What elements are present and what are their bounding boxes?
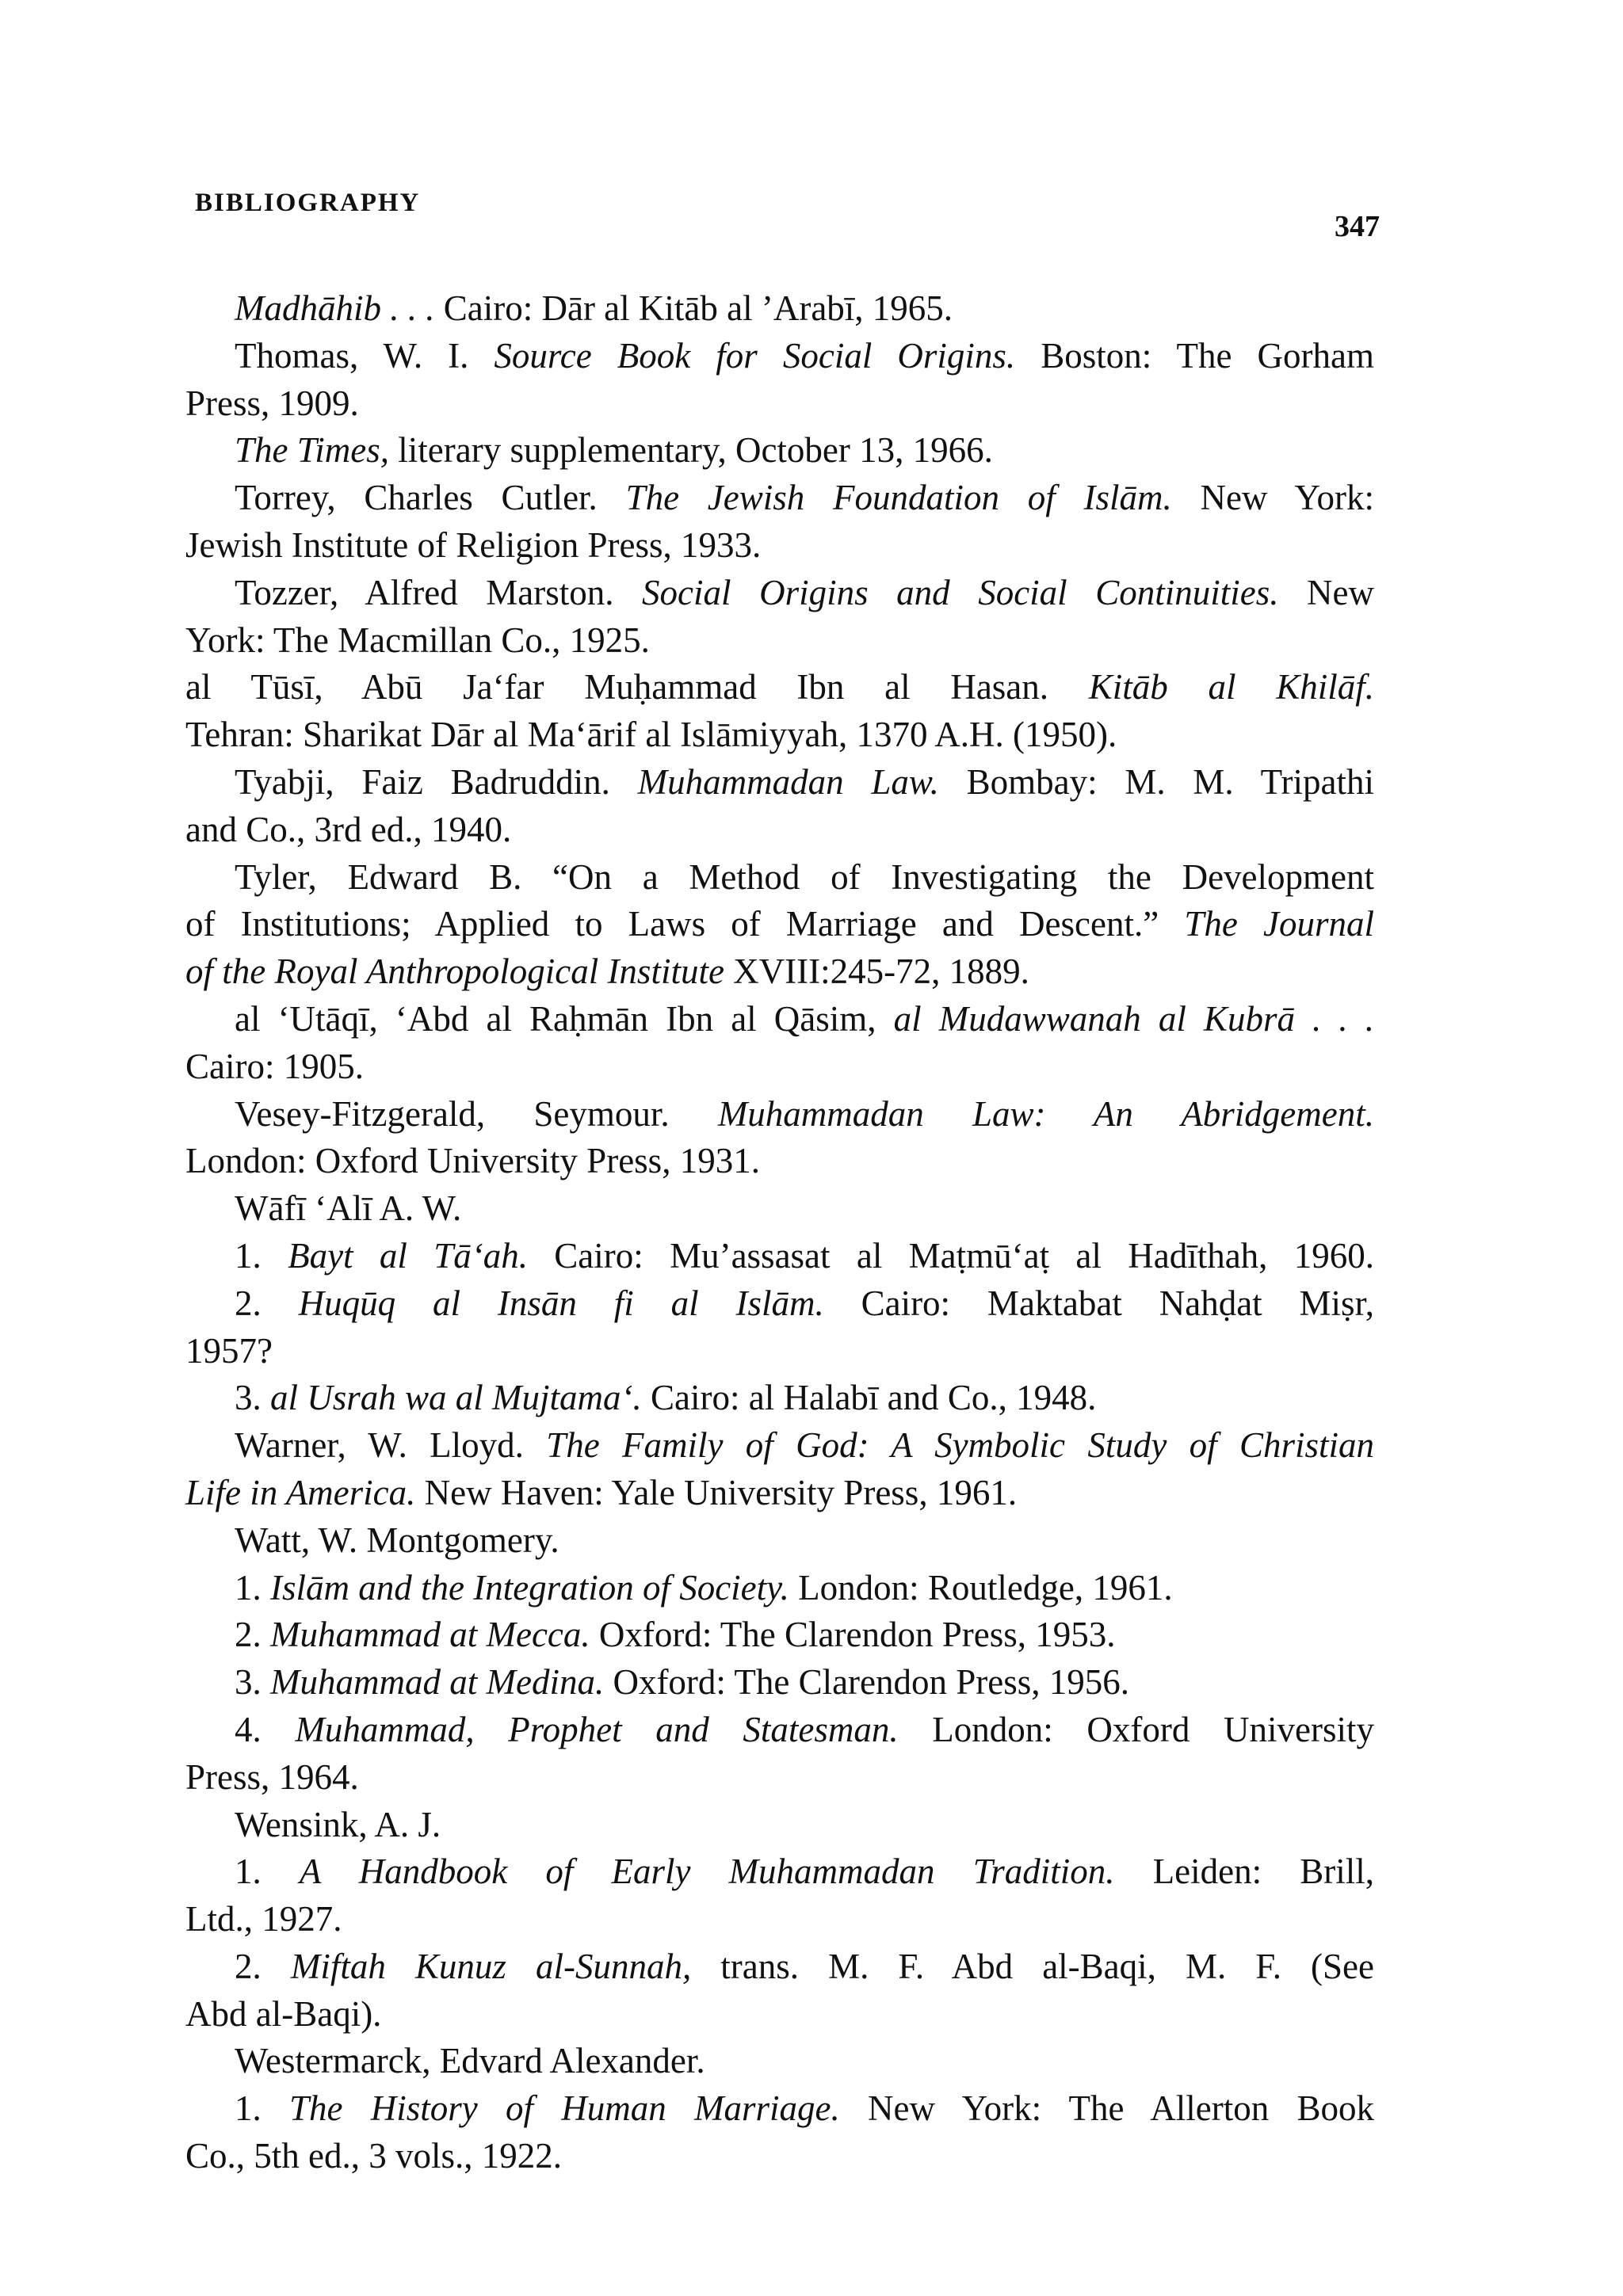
bibliography-line — [185, 948, 1374, 996]
text-segment: Boston: The Gorham — [1015, 335, 1374, 376]
bibliography-line — [185, 380, 1374, 428]
title-text: The Times, — [235, 430, 390, 471]
bibliography-line — [185, 522, 1374, 570]
title-text: The History of Human Marriage. — [289, 2088, 840, 2129]
title-text: The Family of God: A Symbolic Study of Christian — [546, 1425, 1374, 1466]
text-segment: 1957? — [185, 1330, 273, 1371]
text-segment: Watt, W. Montgomery. — [235, 1520, 559, 1560]
title-text: The Journal — [1184, 904, 1374, 944]
title-text: Source Book for Social Origins. — [494, 335, 1016, 376]
bibliography-line — [185, 2133, 1374, 2180]
text-segment: Wāfī ‘Alī A. W. — [235, 1188, 462, 1229]
bibliography-line — [185, 901, 1374, 948]
text-segment: Warner, W. Lloyd. — [235, 1425, 547, 1466]
text-segment: Oxford: The Clarendon Press, 1956. — [604, 1662, 1130, 1703]
bibliography-line — [185, 996, 1374, 1043]
bibliography-line — [185, 475, 1374, 522]
text-segment: Tehran: Sharikat Dār al Ma‘ārif al Islāmiyyah, 1370 A.H. (1950). — [185, 715, 1117, 755]
text-segment: New — [1278, 572, 1374, 612]
bibliography-line — [185, 664, 1374, 711]
text-segment: Cairo: 1905. — [185, 1046, 364, 1086]
text-segment: 3. — [235, 1378, 270, 1418]
bibliography-line — [185, 1043, 1374, 1091]
bibliography-line — [185, 285, 1374, 333]
title-text: The Jewish Foundation of Islām. — [625, 478, 1172, 518]
bibliography-line — [185, 854, 1374, 902]
text-segment: Tyabji, Faiz Badruddin. — [235, 761, 638, 802]
title-text: Muhammad at Mecca. — [270, 1615, 590, 1655]
bibliography-line — [185, 2085, 1374, 2133]
bibliography-line — [185, 333, 1374, 380]
page-number: 347 — [1335, 210, 1380, 243]
text-segment: 1. — [235, 1567, 270, 1608]
bibliography-line — [185, 1943, 1374, 1991]
text-segment: London: Routledge, 1961. — [789, 1567, 1173, 1608]
title-text: A Handbook of Early Muhammadan Tradition. — [299, 1852, 1115, 1892]
text-segment: New York: — [1171, 478, 1375, 518]
text-segment: 1. — [235, 2088, 290, 2129]
text-segment: Cairo: Mu’assasat al Maṭmū‘aṭ al Hadīthah, 1960. — [527, 1235, 1374, 1276]
title-text: Muhammad, Prophet and Statesman. — [295, 1709, 899, 1749]
text-segment: trans. M. F. Abd al-Baqi, M. F. (See — [691, 1946, 1374, 1986]
text-segment: London: Oxford University — [898, 1709, 1375, 1749]
text-segment: 2. — [235, 1283, 299, 1323]
text-segment: Ltd., 1927. — [185, 1899, 342, 1939]
bibliography-line — [185, 570, 1374, 617]
text-segment: York: The Macmillan Co., 1925. — [185, 620, 650, 660]
text-segment: 1. — [235, 1235, 288, 1276]
bibliography-line — [185, 1280, 1374, 1328]
text-segment: al Tūsī, Abū Ja‘far Muḥammad Ibn al Hasan. — [185, 667, 1089, 707]
title-text: Islām and the Integration of Society. — [270, 1567, 789, 1608]
text-segment: 2. — [235, 1946, 291, 1986]
bibliography-line — [185, 807, 1374, 854]
bibliography-line — [185, 2038, 1374, 2085]
bibliography-line — [185, 1754, 1374, 1802]
text-segment: Westermarck, Edvard Alexander. — [235, 2041, 705, 2081]
text-segment: Co., 5th ed., 3 vols., 1922. — [185, 2136, 563, 2176]
text-segment: of Institutions; Applied to Laws of Marriage and Descent.” — [185, 904, 1185, 944]
text-segment: Cairo: al Halabī and Co., 1948. — [641, 1378, 1097, 1418]
bibliography-line — [185, 1517, 1374, 1565]
bibliography-line — [185, 1896, 1374, 1943]
bibliography-line — [185, 1611, 1374, 1659]
text-segment: New York: The Allerton Book — [839, 2088, 1374, 2129]
bibliography-line — [185, 1707, 1374, 1754]
bibliography-line — [185, 1138, 1374, 1185]
text-segment: XVIII:245-72, 1889. — [724, 952, 1029, 992]
bibliography-line — [185, 1091, 1374, 1138]
text-segment: Torrey, Charles Cutler. — [235, 478, 626, 518]
text-segment: Press, 1909. — [185, 383, 359, 423]
bibliography-line — [185, 1233, 1374, 1280]
text-segment: literary supplementary, October 13, 1966. — [389, 430, 993, 471]
title-text: Social Origins and Social Continuities. — [642, 572, 1279, 612]
title-text: Life in America. — [185, 1472, 416, 1512]
text-segment: Vesey-Fitzgerald, Seymour. — [235, 1093, 718, 1134]
bibliography-line — [185, 1375, 1374, 1422]
text-segment: 1. — [235, 1852, 300, 1892]
text-segment: Thomas, W. I. — [235, 335, 495, 376]
title-text: al Usrah wa al Mujtama‘. — [270, 1378, 642, 1418]
bibliography-line — [185, 1328, 1374, 1375]
text-segment: Oxford: The Clarendon Press, 1953. — [590, 1615, 1116, 1655]
text-segment: 2. — [235, 1615, 270, 1655]
bibliography-line — [185, 427, 1374, 475]
text-segment: 4. — [235, 1709, 296, 1749]
text-segment: Bombay: M. M. Tripathi — [938, 761, 1375, 802]
bibliography-line — [185, 617, 1374, 665]
title-text: Muhammadan Law. — [637, 761, 939, 802]
text-segment: Wensink, A. J. — [235, 1804, 441, 1844]
title-text: Muhammad at Medina. — [270, 1662, 605, 1703]
text-segment: New Haven: Yale University Press, 1961. — [415, 1472, 1018, 1512]
text-segment: London: Oxford University Press, 1931. — [185, 1141, 760, 1181]
title-text: Miftah Kunuz al-Sunnah, — [290, 1946, 692, 1986]
running-head: BIBLIOGRAPHY — [195, 189, 421, 217]
title-text: of the Royal Anthropological Institute — [185, 952, 724, 992]
text-segment: al ‘Utāqī, ‘Abd al Raḥmān Ibn al Qāsim, — [235, 998, 894, 1039]
text-segment: Cairo: Maktabat Nahḍat Miṣr, — [823, 1283, 1375, 1323]
bibliography-line — [185, 1565, 1374, 1612]
title-text: Bayt al Tā‘ah. — [288, 1235, 528, 1276]
bibliography-line — [185, 759, 1374, 807]
title-text: Madhāhib . . . — [235, 288, 435, 328]
text-segment: Tyler, Edward B. “On a Method of Investigating the Development — [235, 856, 1374, 897]
title-text: Huqūq al Insān fi al Islām. — [298, 1283, 824, 1323]
text-segment: and Co., 3rd ed., 1940. — [185, 809, 512, 849]
bibliography-line — [185, 1659, 1374, 1707]
bibliography-line — [185, 1470, 1374, 1517]
bibliography-text — [185, 285, 1374, 2180]
bibliography-line — [185, 1802, 1374, 1849]
text-segment: Tozzer, Alfred Marston. — [235, 572, 643, 612]
title-text: Muhammadan Law: An Abridgement. — [717, 1093, 1374, 1134]
text-segment: Press, 1964. — [185, 1756, 359, 1797]
bibliography-line — [185, 711, 1374, 759]
bibliography-line — [185, 1422, 1374, 1470]
bibliography-line — [185, 1991, 1374, 2039]
title-text: al Mudawwanah al Kubrā . . . — [893, 998, 1375, 1039]
text-segment: Abd al-Baqi). — [185, 1993, 382, 2034]
text-segment: Jewish Institute of Religion Press, 1933. — [185, 524, 762, 565]
text-segment: Leiden: Brill, — [1114, 1852, 1374, 1892]
bibliography-line — [185, 1848, 1374, 1896]
text-segment: 3. — [235, 1662, 270, 1703]
bibliography-line — [185, 1185, 1374, 1233]
title-text: Kitāb al Khilāf. — [1088, 667, 1374, 707]
text-segment: Cairo: Dār al Kitāb al ’Arabī, 1965. — [434, 288, 953, 328]
